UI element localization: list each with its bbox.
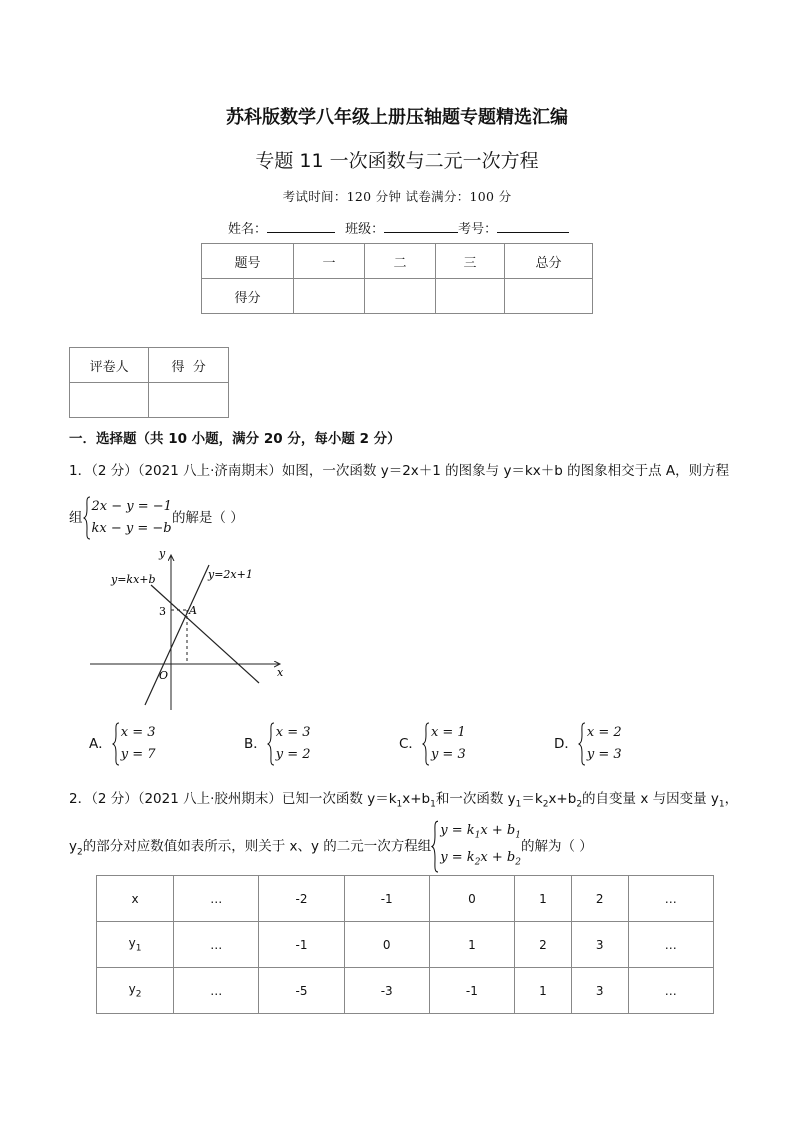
name-field[interactable] [267, 220, 335, 233]
equation-system [83, 496, 172, 540]
score-header-cell: 一 [294, 244, 365, 279]
q2-text: ＝k [521, 791, 543, 807]
table-cell: 1 [429, 922, 514, 968]
subscript: 1 [515, 830, 521, 841]
table-cell: 2 [515, 922, 572, 968]
option-x: x = 2 [586, 725, 622, 740]
option-d[interactable] [554, 722, 622, 766]
table-cell: … [628, 922, 713, 968]
table-cell: -1 [344, 876, 429, 922]
score-cell[interactable] [294, 279, 365, 314]
subscript: 2 [135, 989, 142, 1000]
option-system [267, 722, 311, 766]
option-system [422, 722, 466, 766]
option-y: y = 3 [586, 747, 622, 762]
table-row [97, 876, 714, 922]
grader-table [69, 347, 229, 418]
equation-2: kx − y = −b [91, 521, 172, 536]
subscript: 2 [542, 799, 549, 810]
option-y: y = 3 [430, 747, 466, 762]
exam-info: 考试时间：120 分钟 试卷满分：100 分 [282, 189, 512, 204]
id-label: 考号： [458, 222, 498, 237]
label-three: 3 [159, 605, 166, 618]
option-letter: A． [89, 736, 112, 752]
score-row-label: 得分 [202, 279, 294, 314]
option-letter: C． [399, 736, 422, 752]
subscript: 2 [77, 847, 83, 858]
subscript: 2 [576, 799, 583, 810]
score-cell[interactable] [505, 279, 593, 314]
document-title: 苏科版数学八年级上册压轴题专题精选汇编 [226, 107, 568, 128]
score-header-cell: 题号 [202, 244, 294, 279]
table-cell: … [174, 876, 259, 922]
q2-text: 的自变量 x 与因变量 y [582, 791, 719, 807]
eq-part: y = k [440, 849, 475, 865]
option-b[interactable] [244, 722, 311, 766]
equation-1: 2x − y = −1 [91, 499, 172, 514]
table-cell: -1 [259, 922, 344, 968]
question-1-text: 1．（2 分）（2021 八上·济南期末）如图，一次函数 y＝2x＋1 的图象与 y＝kx＋b 的图象相交于点 A，则方程 [69, 463, 730, 479]
line-2x-plus-1 [145, 565, 209, 705]
grader-header-cell: 评卷人 [70, 348, 149, 383]
table-cell: 2 [571, 876, 628, 922]
table-cell: -2 [259, 876, 344, 922]
table-cell: 3 [571, 922, 628, 968]
option-c[interactable] [399, 722, 466, 766]
option-system [578, 722, 622, 766]
q2-text: x+b [548, 791, 577, 807]
table-cell: 0 [344, 922, 429, 968]
table-cell: 1 [515, 968, 572, 1014]
brace-icon [267, 722, 275, 766]
question-1-system-line [69, 496, 244, 540]
topic-subtitle: 专题 11 一次函数与二元一次方程 [255, 150, 539, 172]
q2-text: 和一次函数 y [435, 791, 516, 807]
label-origin: O [159, 669, 169, 682]
row-label [97, 922, 174, 968]
row-label-text: x [131, 891, 139, 906]
question-1-post: 的解是（ ） [171, 510, 244, 526]
eq-part: x + b [480, 823, 516, 838]
score-cell[interactable] [365, 279, 436, 314]
table-cell: 3 [571, 968, 628, 1014]
option-x: x = 3 [120, 725, 156, 740]
equation-1 [440, 820, 521, 847]
function-graph [85, 545, 295, 715]
table-cell: -5 [259, 968, 344, 1014]
score-header-cell: 三 [436, 244, 505, 279]
score-table-header-row [202, 244, 593, 279]
q2-text: 的解为（ ） [520, 838, 593, 855]
label-x-axis: x [277, 666, 284, 679]
id-field[interactable] [497, 220, 569, 233]
q2-text: 2．（2 分）（2021 八上·胶州期末）已知一次函数 y＝k [69, 791, 397, 807]
score-table [201, 243, 593, 314]
grader-cell[interactable] [70, 383, 149, 418]
equation-2 [440, 847, 521, 874]
table-cell: … [174, 968, 259, 1014]
score-table-score-row [202, 279, 593, 314]
row-label-text: y [128, 981, 136, 996]
name-label: 姓名： [228, 222, 268, 237]
subscript: 1 [396, 799, 403, 810]
q2-text: 的部分对应数值如表所示，则关于 x、y 的二元一次方程组 [82, 838, 432, 855]
row-label-text: y [128, 935, 136, 950]
q2-text: x+b [402, 791, 431, 807]
question-2-line-2 [69, 820, 593, 873]
option-a[interactable] [89, 722, 156, 766]
grader-cell[interactable] [149, 383, 229, 418]
option-y: y = 7 [120, 747, 156, 762]
subscript: 1 [515, 799, 522, 810]
subscript: 1 [474, 830, 481, 841]
section-heading: 一．选择题（共 10 小题，满分 20 分，每小题 2 分） [69, 431, 401, 447]
question-1-pre: 组 [69, 510, 83, 526]
table-cell: … [628, 876, 713, 922]
student-info-line [228, 218, 569, 237]
eq-part: y = k [440, 823, 475, 838]
brace-icon [578, 722, 586, 766]
table-cell: -1 [429, 968, 514, 1014]
class-field[interactable] [384, 220, 458, 233]
score-header-cell: 二 [365, 244, 436, 279]
row-label [97, 876, 174, 922]
table-cell: 1 [515, 876, 572, 922]
table-cell: 0 [429, 876, 514, 922]
q2-text: ， [724, 791, 739, 807]
eq-part: x + b [480, 849, 516, 865]
label-point-a: A [189, 604, 197, 617]
label-line-kxb: y=kx+b [111, 573, 156, 586]
row-label [97, 968, 174, 1014]
score-cell[interactable] [436, 279, 505, 314]
grader-header-cell: 得 分 [149, 348, 229, 383]
brace-icon [422, 722, 430, 766]
subscript: 2 [474, 857, 481, 868]
value-table [96, 875, 714, 1014]
table-row [97, 922, 714, 968]
option-x: x = 1 [430, 725, 466, 740]
option-y: y = 2 [275, 747, 311, 762]
score-header-cell: 总分 [505, 244, 593, 279]
option-letter: B． [244, 736, 267, 752]
table-cell: -3 [344, 968, 429, 1014]
q2-text: y [69, 838, 77, 855]
subscript: 2 [515, 857, 521, 868]
brace-icon [431, 820, 439, 873]
question-2-line-1 [69, 787, 738, 810]
subscript: 1 [135, 943, 142, 954]
option-x: x = 3 [275, 725, 311, 740]
option-letter: D． [554, 736, 578, 752]
subscript: 1 [718, 799, 725, 810]
option-system [112, 722, 156, 766]
brace-icon [83, 496, 91, 540]
label-y-axis: y [159, 547, 166, 560]
equation-system [431, 820, 521, 873]
table-row [97, 968, 714, 1014]
table-cell: … [174, 922, 259, 968]
label-line-2x1: y=2x+1 [208, 568, 253, 581]
class-label: 班级： [345, 222, 385, 237]
brace-icon [112, 722, 120, 766]
table-cell: … [628, 968, 713, 1014]
subscript: 1 [430, 799, 436, 810]
